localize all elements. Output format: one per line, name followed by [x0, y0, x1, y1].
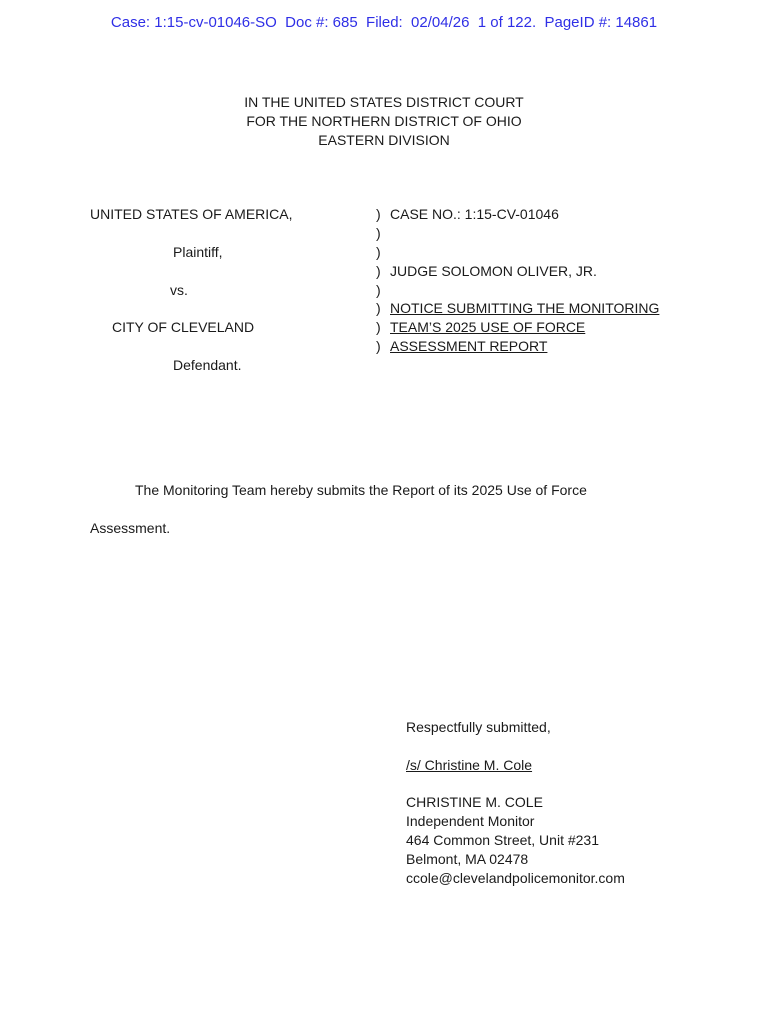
caption-paren: )	[376, 300, 381, 316]
court-heading-line-2: FOR THE NORTHERN DISTRICT OF OHIO	[246, 113, 522, 129]
caption-paren: )	[376, 338, 381, 354]
caption-paren: )	[376, 282, 381, 298]
address-line-2: Belmont, MA 02478	[406, 851, 529, 867]
signer-title: Independent Monitor	[406, 813, 535, 829]
caption-paren: )	[376, 263, 381, 279]
defendant-name: CITY OF CLEVELAND	[112, 319, 255, 335]
court-heading	[0, 93, 768, 150]
versus-label: vs.	[170, 282, 188, 298]
case-number: CASE NO.: 1:15-CV-01046	[390, 206, 559, 222]
signer-name: CHRISTINE M. COLE	[406, 794, 543, 810]
document-title-line-1: NOTICE SUBMITTING THE MONITORING	[390, 300, 660, 316]
court-heading-line-1: IN THE UNITED STATES DISTRICT COURT	[244, 94, 524, 110]
case-header-stamp: Case: 1:15-cv-01046-SO Doc #: 685 Filed: 02/04/26 1 of 122. PageID #: 14861	[110, 14, 658, 31]
notice-body	[90, 472, 690, 547]
body-line-1: The Monitoring Team hereby submits the Report of its 2025 Use of Force	[135, 482, 587, 498]
court-heading-line-3: EASTERN DIVISION	[318, 132, 450, 148]
caption-paren: )	[376, 319, 381, 335]
judge-name: JUDGE SOLOMON OLIVER, JR.	[390, 263, 597, 279]
caption-paren: )	[376, 244, 381, 260]
address-line-1: 464 Common Street, Unit #231	[406, 832, 599, 848]
document-title-line-3: ASSESSMENT REPORT	[390, 338, 548, 354]
document-title-line-2: TEAM’S 2025 USE OF FORCE	[390, 319, 586, 335]
body-line-2: Assessment.	[90, 519, 171, 536]
plaintiff-role: Plaintiff,	[173, 244, 223, 260]
plaintiff-name: UNITED STATES OF AMERICA,	[90, 206, 293, 222]
electronic-signature: /s/ Christine M. Cole	[406, 756, 533, 773]
closing-line: Respectfully submitted,	[406, 719, 551, 735]
defendant-role: Defendant.	[173, 357, 242, 373]
caption-paren: )	[376, 206, 381, 222]
signature-block	[406, 718, 726, 888]
caption-paren: )	[376, 225, 381, 241]
signer-email: ccole@clevelandpolicemonitor.com	[406, 870, 625, 886]
